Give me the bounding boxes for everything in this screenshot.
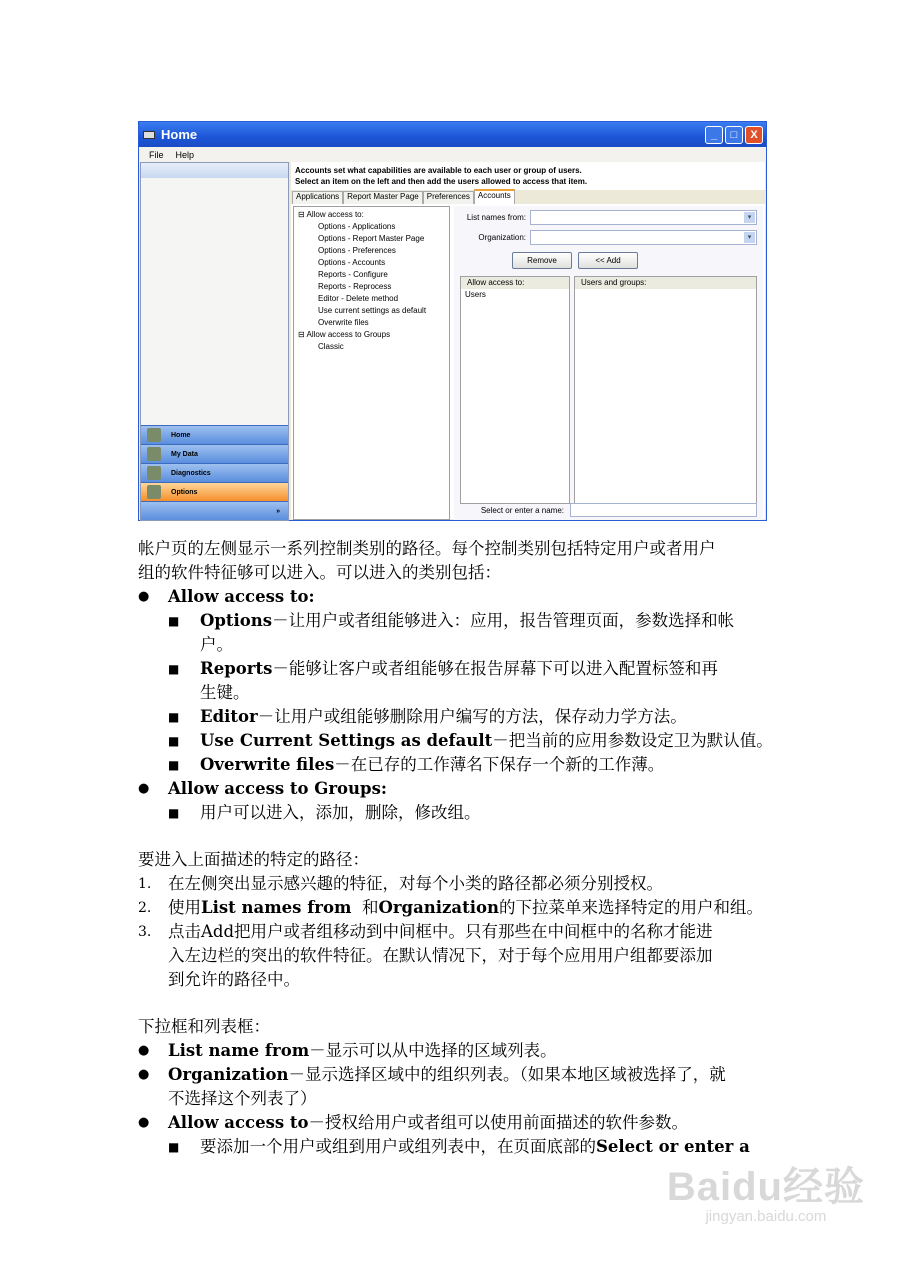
title-bar: [139, 122, 766, 147]
nav-label: Diagnostics: [171, 469, 211, 477]
term: List names from: [201, 898, 352, 917]
term: Allow access to: [168, 1113, 309, 1132]
tree-item[interactable]: Reports - Reprocess: [318, 282, 392, 291]
baidu-watermark: [667, 1155, 865, 1225]
nav-options[interactable]: [141, 482, 288, 501]
text: 生键。: [200, 683, 250, 702]
left-pane: [140, 162, 289, 521]
term: List name from: [168, 1041, 310, 1060]
nav-diagnostics[interactable]: [141, 463, 288, 482]
nav-label: My Data: [171, 450, 198, 458]
text: －能够让客户或者组能够在报告屏幕下可以进入配置标签和再: [272, 659, 718, 678]
term: Reports: [200, 659, 273, 678]
tab-preferences[interactable]: Preferences: [423, 191, 474, 204]
document-body: [138, 537, 778, 1159]
nav-label: Home: [171, 431, 191, 439]
tree-item[interactable]: Options - Accounts: [318, 258, 386, 267]
tree-group-allow[interactable]: ⊟ Allow access to:: [298, 210, 364, 219]
menu-help[interactable]: Help: [175, 149, 195, 160]
nav-expand-button[interactable]: »: [141, 501, 288, 520]
text: －授权给用户或者组可以使用前面描述的软件参数。: [308, 1113, 689, 1132]
description: [291, 162, 765, 190]
text: 点击Add把用户或者组移动到中间框中。只有那些在中间框中的名称才能进: [168, 922, 713, 941]
term: Use Current Settings as default: [200, 731, 493, 750]
paragraph-line: 组的软件特征够可以进入。可以进入的类别包括：: [138, 563, 501, 582]
text: 入左边栏的突出的软件特征。在默认情况下，对于每个应用用户组都要添加: [168, 946, 713, 965]
text: 到允许的路径中。: [168, 970, 300, 989]
nav-home[interactable]: [141, 425, 288, 444]
term: Overwrite files: [200, 755, 335, 774]
sub-bullet-item: [138, 657, 778, 705]
close-button[interactable]: X: [745, 126, 763, 144]
tree-item[interactable]: Use current settings as default: [318, 306, 427, 315]
left-pane-header: [141, 163, 288, 178]
step-1: 1. 在左侧突出显示感兴趣的特征，对每个小类的路径都必须分别授权。: [138, 874, 663, 893]
add-button[interactable]: << Add: [578, 252, 638, 269]
app-icon: [143, 131, 155, 139]
chevron-down-icon: ▾: [744, 212, 755, 223]
select-name-label: Select or enter a name:: [480, 505, 564, 515]
tree-item[interactable]: Editor - Delete method: [318, 294, 399, 303]
sub-bullet-item: ■ 用户可以进入，添加，删除，修改组。: [138, 801, 778, 825]
stethoscope-icon: [147, 466, 161, 480]
text: 和: [351, 898, 379, 917]
sub-bullet-item: [138, 609, 778, 657]
menu-bar: [139, 147, 766, 162]
text: 在左侧突出显示感兴趣的特征，对每个小类的路径都必须分别授权。: [168, 874, 663, 893]
text: －让用户或者组能够进入：应用，报告管理页面，参数选择和帐: [272, 611, 735, 630]
term: Editor: [200, 707, 258, 726]
bullet-item: [138, 1063, 778, 1111]
term: Organization: [168, 1065, 289, 1084]
description-line: Accounts set what capabilities are available to each user or group of users.: [295, 166, 582, 175]
bullet-title: Allow access to Groups:: [168, 779, 387, 798]
text: －显示可以从中选择的区域列表。: [309, 1041, 557, 1060]
tab-accounts[interactable]: Accounts: [474, 189, 515, 204]
sub-bullet-item: [138, 729, 778, 753]
tree-item[interactable]: Classic: [318, 342, 344, 351]
description-line: Select an item on the left and then add the users allowed to access that item.: [295, 177, 588, 186]
text: －显示选择区域中的组织列表。（如果本地区域被选择了，就: [288, 1065, 726, 1084]
window-title: Home: [161, 127, 198, 142]
paragraph-line: 要进入上面描述的特定的路径：: [138, 850, 369, 869]
tree-label: Allow access to Groups: [306, 330, 391, 339]
sub-bullet-item: [138, 753, 778, 777]
tree-item[interactable]: Reports - Configure: [318, 270, 388, 279]
bullet-item: [138, 1039, 778, 1063]
text: －把当前的应用参数设定卫为默认值。: [492, 731, 773, 750]
tree-item[interactable]: Options - Preferences: [318, 246, 396, 255]
tab-bar: [291, 190, 765, 204]
tree-item[interactable]: Options - Report Master Page: [318, 234, 425, 243]
bullet-title: Allow access to:: [168, 587, 315, 606]
tree-label: Allow access to:: [306, 210, 364, 219]
menu-file[interactable]: File: [149, 149, 164, 160]
text: 使用: [168, 898, 201, 917]
home-icon: [147, 428, 161, 442]
list-names-dropdown[interactable]: [530, 210, 757, 225]
text: 不选择这个列表了）: [168, 1089, 317, 1108]
step-2: 2. 使用List names from 和Organization的下拉菜单来选择特定的用户和组。: [138, 898, 763, 917]
text: －让用户或组能够删除用户编写的方法，保存动力学方法。: [257, 707, 687, 726]
step-3: 3. 点击Add把用户或者组移动到中间框中。只有那些在中间框中的名称才能进 入左边栏的突出的软件特征。在默认情况下，对于每个应用用户组都要添加 到允许的路径中。: [138, 922, 713, 989]
tab-applications[interactable]: Applications: [292, 191, 343, 204]
paragraph-line: 帐户页的左侧显示一系列控制类别的路径。每个控制类别包括特定用户或者用户: [138, 539, 716, 558]
allow-access-list[interactable]: [460, 276, 570, 504]
term: Options: [200, 611, 273, 630]
remove-button[interactable]: Remove: [512, 252, 572, 269]
watermark-logo: Baidu经验: [666, 1165, 865, 1209]
organization-dropdown[interactable]: [530, 230, 757, 245]
watermark-url: jingyan.baidu.com: [705, 1208, 827, 1225]
tab-report-master-page[interactable]: Report Master Page: [343, 191, 423, 204]
select-name-input[interactable]: [570, 503, 757, 517]
list-header: Users and groups:: [575, 277, 756, 289]
accounts-form: [454, 206, 763, 520]
tree-group-groups[interactable]: ⊟ Allow access to Groups: [298, 330, 391, 339]
text: －在已存的工作薄名下保存一个新的工作薄。: [334, 755, 665, 774]
users-groups-list[interactable]: [574, 276, 757, 504]
tree-item[interactable]: Options - Applications: [318, 222, 396, 231]
bullet-item: [138, 777, 778, 801]
paragraph-line: 下拉框和列表框：: [138, 1017, 270, 1036]
tree-item[interactable]: Overwrite files: [318, 318, 369, 327]
maximize-button[interactable]: □: [725, 126, 743, 144]
app-screenshot: [138, 121, 767, 521]
minimize-button[interactable]: _: [705, 126, 723, 144]
text: 要添加一个用户或组到用户或组列表中，在页面底部的: [200, 1137, 596, 1156]
data-icon: [147, 447, 161, 461]
main-pane: [291, 162, 765, 519]
nav-my-data[interactable]: [141, 444, 288, 463]
sub-bullet-item: [138, 705, 778, 729]
list-names-label: List names from:: [466, 212, 526, 222]
bullet-item: [138, 1111, 778, 1135]
organization-label: Organization:: [478, 232, 526, 242]
term: Organization: [378, 898, 499, 917]
options-icon: [147, 485, 161, 499]
bullet-item: [138, 585, 778, 609]
text: 的下拉菜单来选择特定的用户和组。: [498, 898, 763, 917]
term: Select or enter a: [596, 1137, 750, 1156]
list-header: Allow access to:: [461, 277, 569, 289]
chevron-down-icon: ▾: [744, 232, 755, 243]
list-item[interactable]: Users: [465, 290, 486, 299]
nav-label: Options: [171, 488, 198, 496]
text: 户。: [200, 635, 233, 654]
permission-tree: [293, 206, 450, 520]
